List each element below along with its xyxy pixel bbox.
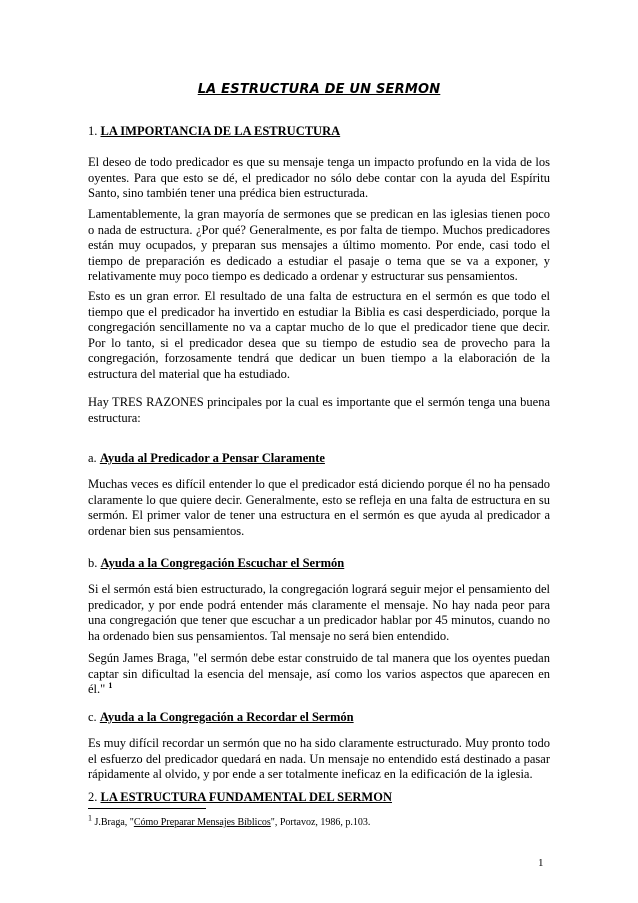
section-2-title: LA ESTRUCTURA FUNDAMENTAL DEL SERMON	[100, 790, 392, 804]
reason-a-title: Ayuda al Predicador a Pensar Claramente	[99, 451, 325, 465]
document-title: LA ESTRUCTURA DE UN SERMON	[197, 82, 441, 97]
section-2-heading	[88, 790, 550, 806]
reason-c-paragraph: Es muy difícil recordar un sermón que no ha sido claramente estructurado. Muy pronto todo el esfuerzo del predicador quedará en nada. Un mensaje no entendido está destinado a pasar rápidamente al olvido, y por ende a ser totalmente ineficaz en la edificación de la iglesia.	[88, 736, 550, 782]
footnote	[88, 813, 558, 829]
footnote-number: 1	[88, 813, 92, 823]
section-1-paragraph-3: Esto es un gran error. El resultado de una falta de estructura en el sermón es que todo el tiempo que el predicador ha invertido en estudiar la Biblia es casi desperdiciado, porque la congregación sencillamente no va a captar mucho de lo que el predicador tiene que decir. Por lo tanto, si el predicador desea que su tiempo de estudio sea de provecho para la congregación, forzosamente tendrá que dedicar un buen tiempo a la elaboración de la estructura del material que ha estudiado.	[88, 289, 550, 381]
reason-a-heading	[88, 451, 550, 467]
reason-b-paragraph-1: Si el sermón está bien estructurado, la congregación logrará seguir mejor el pensamiento del predicador, y por ende podrá entender más claramente el mensaje. No hay nada peor para una congregación que tener que escuchar a un predicador hablar por 45 minutos, cuando no ha ordenado bien sus pensamientos. Tal mensaje no será bien entendido.	[88, 582, 550, 643]
footnote-book-title: Cómo Preparar Mensajes Bíblicos	[133, 817, 271, 828]
braga-quote: Según James Braga, "el sermón debe estar construido de tal manera que los oyentes puedan captar sin dificultad la esencia del mensaje, así como los varios aspectos que aparecen en él."	[88, 651, 550, 697]
reason-b-title: Ayuda a la Congregación Escuchar el Sermón	[100, 556, 345, 570]
reason-b-paragraph-2	[88, 651, 550, 698]
reason-a-paragraph: Muchas veces es difícil entender lo que el predicador está diciendo porque él no ha pensado claramente lo que quiere decir. Generalmente, esto se refleja en una falta de estructura en su sermón. El primer valor de tener una estructura en el sermón es que ayuda al predicador a ordenar bien sus pensamientos.	[88, 477, 550, 538]
section-1-paragraph-2: Lamentablemente, la gran mayoría de sermones que se predican en las iglesias tienen poco o nada de estructura. ¿Por qué? Generalmente, es por falta de tiempo. Muchos predicadores están muy ocupados, y preparan sus mensajes a último momento. Por ende, casi todo el tiempo de preparación es dedicado a estudiar el pasaje o tema que se va a exponer, y relativamente muy poco tiempo es dedicado a ordenar y estructurar sus pensamientos.	[88, 207, 550, 284]
footnote-post: ", Portavoz, 1986, p.103.	[270, 817, 371, 828]
reason-b-letter: b.	[88, 556, 98, 570]
reason-b-heading	[88, 556, 550, 572]
page-number: 1	[538, 857, 544, 869]
section-1-heading	[88, 124, 550, 140]
section-1-number: 1.	[88, 124, 98, 138]
section-2-number: 2.	[88, 790, 98, 804]
footnote-separator	[88, 808, 206, 809]
section-1-paragraph-1: El deseo de todo predicador es que su mensaje tenga un impacto profundo en la vida de los oyentes. Para que esto se dé, el predicador no sólo debe contar con la ayuda del Espíritu Santo, sino también tener una prédica bien estructurada.	[88, 155, 550, 201]
reason-c-letter: c.	[88, 710, 97, 724]
footnote-reference[interactable]: 1	[108, 681, 113, 691]
section-1-title: LA IMPORTANCIA DE LA ESTRUCTURA	[100, 124, 341, 138]
reason-a-letter: a.	[88, 451, 97, 465]
footnote-pre: J.Braga, "	[94, 817, 134, 828]
reason-c-heading	[88, 710, 550, 726]
reason-c-title: Ayuda a la Congregación a Recordar el Sermón	[99, 710, 354, 724]
section-1-paragraph-4: Hay TRES RAZONES principales por la cual es importante que el sermón tenga una buena estructura:	[88, 395, 550, 425]
